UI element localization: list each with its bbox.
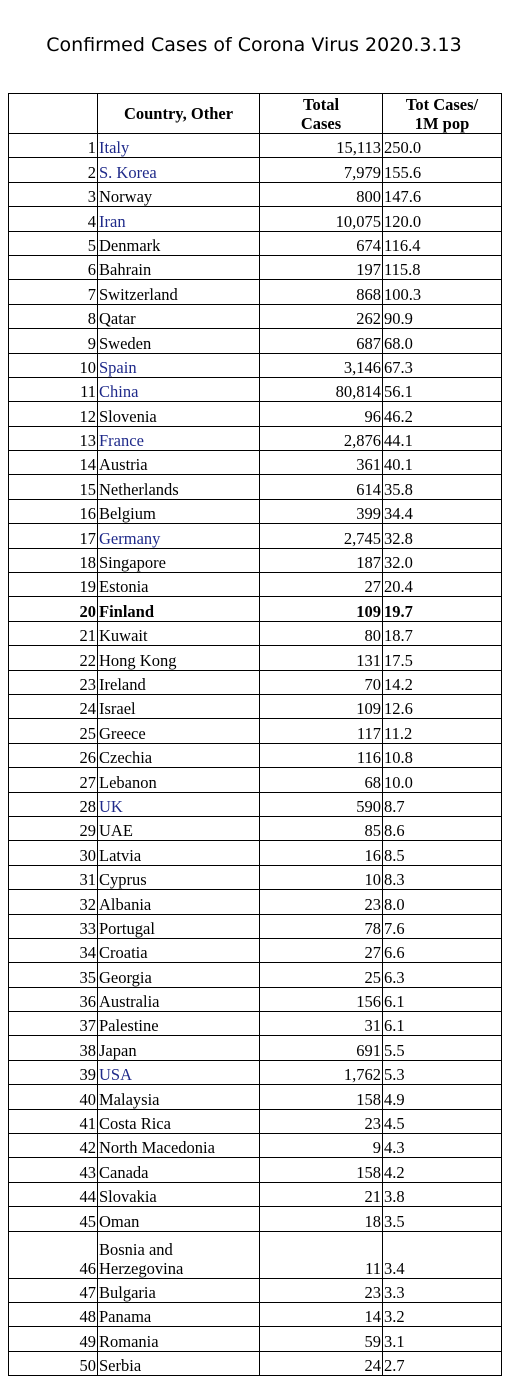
rank-cell: 18	[9, 548, 98, 572]
rank-cell: 31	[9, 865, 98, 889]
total-cases-cell: 59	[260, 1327, 383, 1351]
total-cases-cell: 156	[260, 987, 383, 1011]
table-header-row	[9, 94, 502, 134]
total-cases-cell: 262	[260, 304, 383, 328]
cases-per-million-cell: 3.8	[383, 1182, 502, 1206]
cases-per-million-cell: 4.3	[383, 1134, 502, 1158]
total-cases-cell: 9	[260, 1134, 383, 1158]
country-cell: Sweden	[98, 329, 260, 353]
country-cell: France	[98, 426, 260, 450]
rank-cell: 29	[9, 816, 98, 840]
total-cases-cell: 158	[260, 1085, 383, 1109]
table-row	[9, 1109, 502, 1133]
rank-cell: 32	[9, 890, 98, 914]
rank-cell: 1	[9, 134, 98, 158]
cases-per-million-cell: 5.3	[383, 1060, 502, 1084]
cases-per-million-cell: 10.8	[383, 743, 502, 767]
table-row	[9, 1158, 502, 1182]
total-cases-cell: 80,814	[260, 377, 383, 401]
cases-per-million-cell: 3.3	[383, 1278, 502, 1302]
cases-per-million-cell: 115.8	[383, 255, 502, 279]
total-cases-cell: 2,876	[260, 426, 383, 450]
rank-cell: 8	[9, 304, 98, 328]
country-cell: North Macedonia	[98, 1134, 260, 1158]
rank-cell: 38	[9, 1036, 98, 1060]
table-row	[9, 719, 502, 743]
country-cell: Slovenia	[98, 402, 260, 426]
country-cell: Latvia	[98, 841, 260, 865]
total-cases-cell: 158	[260, 1158, 383, 1182]
country-cell: UAE	[98, 816, 260, 840]
table-row	[9, 670, 502, 694]
cases-per-million-cell: 2.7	[383, 1351, 502, 1375]
table-row	[9, 304, 502, 328]
total-cases-cell: 27	[260, 573, 383, 597]
table-row	[9, 841, 502, 865]
country-cell: Georgia	[98, 963, 260, 987]
table-row	[9, 597, 502, 621]
table-row	[9, 938, 502, 962]
cases-per-million-cell: 17.5	[383, 646, 502, 670]
total-cases-cell: 24	[260, 1351, 383, 1375]
rank-cell: 39	[9, 1060, 98, 1084]
total-cases-cell: 21	[260, 1182, 383, 1206]
table-row	[9, 402, 502, 426]
table-row	[9, 743, 502, 767]
total-cases-cell: 800	[260, 182, 383, 206]
table-row	[9, 231, 502, 255]
country-cell: China	[98, 377, 260, 401]
cases-table	[8, 93, 502, 1376]
rank-cell: 37	[9, 1012, 98, 1036]
country-cell: Japan	[98, 1036, 260, 1060]
table-row	[9, 475, 502, 499]
total-cases-cell: 23	[260, 890, 383, 914]
total-cases-cell: 10	[260, 865, 383, 889]
rank-cell: 43	[9, 1158, 98, 1182]
cases-per-million-cell: 35.8	[383, 475, 502, 499]
total-cases-cell: 868	[260, 280, 383, 304]
rank-cell: 3	[9, 182, 98, 206]
table-row	[9, 890, 502, 914]
total-cases-cell: 78	[260, 914, 383, 938]
country-cell	[98, 1231, 260, 1278]
rank-cell: 40	[9, 1085, 98, 1109]
table-row	[9, 914, 502, 938]
cases-per-million-cell: 116.4	[383, 231, 502, 255]
cases-per-million-cell: 44.1	[383, 426, 502, 450]
table-row	[9, 573, 502, 597]
country-cell: Belgium	[98, 499, 260, 523]
total-cases-cell: 3,146	[260, 353, 383, 377]
table-row	[9, 1060, 502, 1084]
country-cell: Qatar	[98, 304, 260, 328]
rank-cell: 15	[9, 475, 98, 499]
rank-cell: 41	[9, 1109, 98, 1133]
table-row	[9, 134, 502, 158]
rank-cell: 46	[9, 1231, 98, 1278]
country-cell: Serbia	[98, 1351, 260, 1375]
cases-per-million-cell: 56.1	[383, 377, 502, 401]
rank-cell: 9	[9, 329, 98, 353]
table-row	[9, 1036, 502, 1060]
rank-cell: 35	[9, 963, 98, 987]
rank-cell: 25	[9, 719, 98, 743]
table-row	[9, 987, 502, 1011]
table-row	[9, 1182, 502, 1206]
cases-per-million-cell: 6.1	[383, 987, 502, 1011]
total-cases-cell: 116	[260, 743, 383, 767]
country-cell: Portugal	[98, 914, 260, 938]
table-row	[9, 1231, 502, 1278]
total-cases-cell: 23	[260, 1278, 383, 1302]
cases-per-million-cell: 100.3	[383, 280, 502, 304]
cases-per-million-cell: 3.1	[383, 1327, 502, 1351]
cases-per-million-cell: 34.4	[383, 499, 502, 523]
country-cell: Iran	[98, 207, 260, 231]
cases-per-million-cell: 3.5	[383, 1207, 502, 1231]
table-row	[9, 646, 502, 670]
rank-cell: 34	[9, 938, 98, 962]
cases-per-million-cell: 8.5	[383, 841, 502, 865]
total-cases-cell: 7,979	[260, 158, 383, 182]
country-cell: Lebanon	[98, 768, 260, 792]
country-cell: Malaysia	[98, 1085, 260, 1109]
table-row	[9, 865, 502, 889]
table-row	[9, 1085, 502, 1109]
total-cases-cell: 31	[260, 1012, 383, 1036]
table-row	[9, 499, 502, 523]
rank-cell: 36	[9, 987, 98, 1011]
cases-per-million-cell: 7.6	[383, 914, 502, 938]
table-row	[9, 1351, 502, 1375]
table-row	[9, 694, 502, 718]
table-row	[9, 451, 502, 475]
cases-per-million-cell: 4.5	[383, 1109, 502, 1133]
cases-per-million-cell: 90.9	[383, 304, 502, 328]
country-cell: S. Korea	[98, 158, 260, 182]
country-cell: Australia	[98, 987, 260, 1011]
rank-cell: 20	[9, 597, 98, 621]
country-cell: Slovakia	[98, 1182, 260, 1206]
total-cases-cell: 197	[260, 255, 383, 279]
country-cell: Ireland	[98, 670, 260, 694]
total-cases-cell: 687	[260, 329, 383, 353]
table-row	[9, 1134, 502, 1158]
total-cases-cell: 614	[260, 475, 383, 499]
country-cell: Denmark	[98, 231, 260, 255]
total-cases-cell: 14	[260, 1302, 383, 1326]
country-cell: Albania	[98, 890, 260, 914]
rank-cell: 13	[9, 426, 98, 450]
total-cases-cell: 27	[260, 938, 383, 962]
table-row	[9, 548, 502, 572]
cases-per-million-cell: 5.5	[383, 1036, 502, 1060]
total-cases-cell: 80	[260, 621, 383, 645]
table-row	[9, 182, 502, 206]
cases-per-million-cell: 3.4	[383, 1231, 502, 1278]
country-cell: Cyprus	[98, 865, 260, 889]
page-title: Confirmed Cases of Corona Virus 2020.3.13	[46, 34, 462, 56]
header-rank	[9, 94, 98, 134]
cases-per-million-cell: 11.2	[383, 719, 502, 743]
rank-cell: 30	[9, 841, 98, 865]
cases-per-million-cell: 4.9	[383, 1085, 502, 1109]
rank-cell: 5	[9, 231, 98, 255]
country-cell: Palestine	[98, 1012, 260, 1036]
cases-per-million-cell: 8.6	[383, 816, 502, 840]
total-cases-cell: 25	[260, 963, 383, 987]
table-row	[9, 963, 502, 987]
country-cell: Singapore	[98, 548, 260, 572]
country-cell: Hong Kong	[98, 646, 260, 670]
rank-cell: 27	[9, 768, 98, 792]
cases-per-million-cell: 3.2	[383, 1302, 502, 1326]
country-label: Bosnia and Herzegovina	[99, 1239, 184, 1278]
cases-per-million-cell: 6.1	[383, 1012, 502, 1036]
country-cell: Germany	[98, 524, 260, 548]
total-cases-cell: 187	[260, 548, 383, 572]
cases-per-million-cell: 32.8	[383, 524, 502, 548]
total-cases-cell: 85	[260, 816, 383, 840]
country-cell: Austria	[98, 451, 260, 475]
rank-cell: 45	[9, 1207, 98, 1231]
country-cell: Finland	[98, 597, 260, 621]
cases-per-million-cell: 68.0	[383, 329, 502, 353]
total-cases-cell: 399	[260, 499, 383, 523]
country-cell: Canada	[98, 1158, 260, 1182]
total-cases-cell: 590	[260, 792, 383, 816]
cases-per-million-cell: 32.0	[383, 548, 502, 572]
total-cases-cell: 2,745	[260, 524, 383, 548]
header-country: Country, Other	[98, 94, 260, 134]
rank-cell: 42	[9, 1134, 98, 1158]
table-row	[9, 1302, 502, 1326]
rank-cell: 44	[9, 1182, 98, 1206]
rank-cell: 19	[9, 573, 98, 597]
cases-per-million-cell: 4.2	[383, 1158, 502, 1182]
country-cell: Greece	[98, 719, 260, 743]
cases-per-million-cell: 46.2	[383, 402, 502, 426]
table-row	[9, 280, 502, 304]
table-row	[9, 768, 502, 792]
total-cases-cell: 10,075	[260, 207, 383, 231]
table-row	[9, 426, 502, 450]
table-row	[9, 353, 502, 377]
country-cell: Romania	[98, 1327, 260, 1351]
cases-per-million-cell: 14.2	[383, 670, 502, 694]
rank-cell: 10	[9, 353, 98, 377]
country-cell: Oman	[98, 1207, 260, 1231]
table-row	[9, 792, 502, 816]
table-row	[9, 255, 502, 279]
country-cell: Netherlands	[98, 475, 260, 499]
rank-cell: 14	[9, 451, 98, 475]
cases-per-million-cell: 6.3	[383, 963, 502, 987]
rank-cell: 48	[9, 1302, 98, 1326]
total-cases-cell: 96	[260, 402, 383, 426]
rank-cell: 49	[9, 1327, 98, 1351]
country-cell: Kuwait	[98, 621, 260, 645]
country-cell: Bahrain	[98, 255, 260, 279]
country-cell: Panama	[98, 1302, 260, 1326]
country-cell: Israel	[98, 694, 260, 718]
rank-cell: 16	[9, 499, 98, 523]
rank-cell: 21	[9, 621, 98, 645]
cases-per-million-cell: 8.3	[383, 865, 502, 889]
table-row	[9, 329, 502, 353]
cases-per-million-cell: 8.7	[383, 792, 502, 816]
country-cell: Italy	[98, 134, 260, 158]
rank-cell: 47	[9, 1278, 98, 1302]
rank-cell: 17	[9, 524, 98, 548]
table-row	[9, 524, 502, 548]
total-cases-cell: 11	[260, 1231, 383, 1278]
cases-per-million-cell: 20.4	[383, 573, 502, 597]
rank-cell: 2	[9, 158, 98, 182]
total-cases-cell: 18	[260, 1207, 383, 1231]
country-cell: Spain	[98, 353, 260, 377]
total-cases-cell: 117	[260, 719, 383, 743]
total-cases-cell: 109	[260, 597, 383, 621]
cases-per-million-cell: 18.7	[383, 621, 502, 645]
rank-cell: 26	[9, 743, 98, 767]
cases-per-million-cell: 67.3	[383, 353, 502, 377]
table-row	[9, 1278, 502, 1302]
cases-per-million-cell: 6.6	[383, 938, 502, 962]
cases-per-million-cell: 155.6	[383, 158, 502, 182]
header-total-cases: Total Cases	[260, 94, 383, 134]
country-cell: Switzerland	[98, 280, 260, 304]
table-body	[9, 134, 502, 1376]
cases-per-million-cell: 40.1	[383, 451, 502, 475]
table-row	[9, 1012, 502, 1036]
rank-cell: 12	[9, 402, 98, 426]
country-cell: USA	[98, 1060, 260, 1084]
country-cell: Costa Rica	[98, 1109, 260, 1133]
country-cell: Norway	[98, 182, 260, 206]
country-cell: Czechia	[98, 743, 260, 767]
table-row	[9, 158, 502, 182]
cases-per-million-cell: 147.6	[383, 182, 502, 206]
rank-cell: 4	[9, 207, 98, 231]
rank-cell: 23	[9, 670, 98, 694]
total-cases-cell: 1,762	[260, 1060, 383, 1084]
table-row	[9, 816, 502, 840]
country-cell: Croatia	[98, 938, 260, 962]
rank-cell: 28	[9, 792, 98, 816]
rank-cell: 50	[9, 1351, 98, 1375]
rank-cell: 22	[9, 646, 98, 670]
table-row	[9, 207, 502, 231]
cases-per-million-cell: 120.0	[383, 207, 502, 231]
country-cell: Estonia	[98, 573, 260, 597]
total-cases-cell: 674	[260, 231, 383, 255]
header-cases-per-million: Tot Cases/ 1M pop	[383, 94, 502, 134]
table-row	[9, 621, 502, 645]
total-cases-cell: 15,113	[260, 134, 383, 158]
total-cases-cell: 131	[260, 646, 383, 670]
total-cases-cell: 23	[260, 1109, 383, 1133]
cases-per-million-cell: 10.0	[383, 768, 502, 792]
cases-per-million-cell: 12.6	[383, 694, 502, 718]
cases-per-million-cell: 8.0	[383, 890, 502, 914]
cases-per-million-cell: 250.0	[383, 134, 502, 158]
table-row	[9, 1207, 502, 1231]
country-cell: UK	[98, 792, 260, 816]
rank-cell: 33	[9, 914, 98, 938]
table-row	[9, 1327, 502, 1351]
rank-cell: 6	[9, 255, 98, 279]
total-cases-cell: 70	[260, 670, 383, 694]
table-row	[9, 377, 502, 401]
total-cases-cell: 361	[260, 451, 383, 475]
total-cases-cell: 16	[260, 841, 383, 865]
rank-cell: 11	[9, 377, 98, 401]
total-cases-cell: 109	[260, 694, 383, 718]
total-cases-cell: 68	[260, 768, 383, 792]
cases-per-million-cell: 19.7	[383, 597, 502, 621]
country-cell: Bulgaria	[98, 1278, 260, 1302]
rank-cell: 7	[9, 280, 98, 304]
rank-cell: 24	[9, 694, 98, 718]
total-cases-cell: 691	[260, 1036, 383, 1060]
